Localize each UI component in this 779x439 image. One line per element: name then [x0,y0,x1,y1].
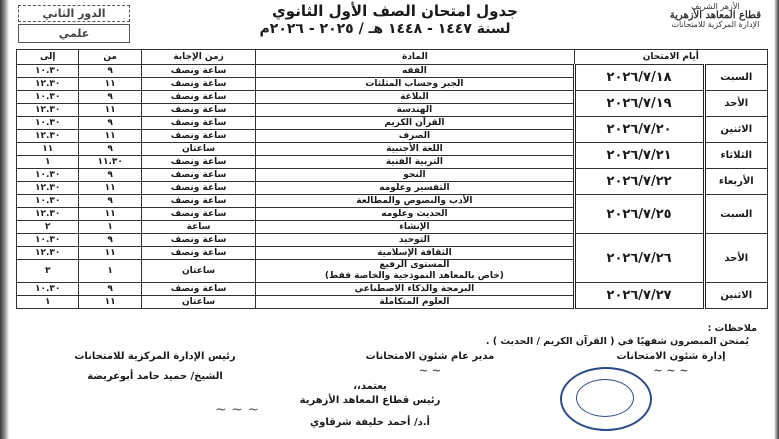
subject-cell [256,296,574,309]
duration-cell: ساعة ونصف [141,182,255,195]
col-header-days: أيام الامتحان [574,50,767,65]
day-cell: الأربعاء [704,169,767,195]
division-label-box [18,24,130,43]
date-cell: ٢٠٢٦/٧/١٩ [574,91,704,117]
to-time-cell: ٣ [17,260,79,283]
institution-line-3: الإدارة المركزية للامتحانات [671,20,760,29]
to-time-cell: ١٢.٣٠ [17,78,79,91]
subject-name: المستوى الرفيع [379,260,450,270]
from-time-cell: ١ [79,260,141,283]
subject-name: التوحيد [398,234,430,245]
table-row [17,117,768,130]
duration-cell: ساعة ونصف [141,130,255,143]
subject-name: التفسير وعلومه [379,182,450,193]
subject-cell [256,104,574,117]
col-header-subject: المادة [256,50,574,65]
subject-name: الجبر وحساب المثلثات [365,78,464,89]
from-time-cell: ٩ [79,195,141,208]
subject-cell [256,117,574,130]
table-row [17,91,768,104]
duration-cell: ساعة ونصف [141,78,255,91]
signature-sector-head [285,380,455,430]
to-time-cell: ١٠.٣٠ [17,195,79,208]
subject-cell [256,169,574,182]
subject-name: اللغة الأجنبية [386,143,443,154]
signature-title: إدارة شئون الامتحانات [616,351,726,362]
signature-title: مدير عام شئون الامتحانات [365,351,495,362]
from-time-cell: ١١ [79,182,141,195]
subject-cell [256,260,574,283]
subject-name: الفقه [401,65,427,76]
duration-cell: ساعة ونصف [141,283,255,296]
signature-name: الشيخ/ حميد حامد أبوعريضة [87,371,223,382]
subject-cell [256,78,574,91]
document-subtitle: لسنة ١٤٤٧ - ١٤٤٨ هـ / ٢٠٢٥ - ٢٠٢٦م [259,21,511,37]
to-time-cell: ١٠.٣٠ [17,117,79,130]
from-time-cell: ١١.٣٠ [79,156,141,169]
day-cell: الأحد [704,234,767,283]
subject-name: العلوم المتكاملة [379,296,450,307]
to-time-cell: ١٢.٣٠ [17,182,79,195]
duration-cell: ساعتان [141,296,255,309]
official-seal [560,367,652,431]
schedule-table [16,49,768,309]
duration-cell: ساعة ونصف [141,65,255,78]
subject-name: الحديث وعلومه [381,208,448,219]
duration-cell: ساعة ونصف [141,117,255,130]
subject-cell [256,208,574,221]
table-row [17,143,768,156]
seal-inner-ring [576,379,634,417]
duration-cell: ساعة ونصف [141,247,255,260]
subject-cell [256,195,574,208]
subject-name: النحو [403,169,426,180]
notes-line: يُمتحن المبصرون شفهيًا في ( القرآن الكريم / الحديث ) . [485,336,749,347]
day-cell: الاثنين [704,117,767,143]
duration-cell: ساعة ونصف [141,195,255,208]
signature-name: أ.د/ أحمد خليفة شرقاوي [310,417,430,428]
table-row [17,195,768,208]
duration-cell: ساعة ونصف [141,234,255,247]
notes-heading: ملاحظات : [707,323,757,334]
handwritten-signature: ~ ~ ~ [653,364,689,377]
from-time-cell: ٩ [79,143,141,156]
to-time-cell: ٢ [17,221,79,234]
from-time-cell: ١١ [79,130,141,143]
subject-cell [256,91,574,104]
from-time-cell: ٩ [79,65,141,78]
subject-cell [256,130,574,143]
date-cell: ٢٠٢٦/٧/٢٥ [574,195,704,234]
to-time-cell: ١ [17,296,79,309]
round-label: الدور الثاني [42,7,106,20]
date-cell: ٢٠٢٦/٧/٢١ [574,143,704,169]
col-header-duration: زمن الإجابة [141,50,255,65]
subject-name: الإنشاء [399,221,430,232]
to-time-cell: ١٢.٣٠ [17,104,79,117]
signature-central-head [50,350,260,384]
to-time-cell: ١٠.٣٠ [17,65,79,78]
signature-title: رئيس الإدارة المركزية للامتحانات [74,351,236,362]
duration-cell: ساعة [141,221,255,234]
from-time-cell: ١ [79,221,141,234]
subject-note: (خاص بالمعاهد النموذجية والخاصة فقط) [324,271,504,281]
round-label-box [18,5,130,22]
table-row [17,234,768,247]
col-header-from: من [79,50,141,65]
subject-name: التربية الفنية [385,156,443,167]
table-row [17,283,768,296]
handwritten-signature: ~ ~ [418,364,442,377]
date-cell: ٢٠٢٦/٧/٢٦ [574,234,704,283]
to-time-cell: ١٢.٣٠ [17,208,79,221]
date-cell: ٢٠٢٦/٧/٢٢ [574,169,704,195]
division-label: علمي [58,27,90,40]
subject-name: البرمجة والذكاء الاصطناعي [354,283,475,294]
duration-cell: ساعة ونصف [141,208,255,221]
to-time-cell: ١٢.٣٠ [17,130,79,143]
from-time-cell: ١١ [79,208,141,221]
institution-line-1: الأزهر الشريف [691,2,740,11]
table-row [17,65,768,78]
from-time-cell: ١١ [79,296,141,309]
day-cell: السبت [704,195,767,234]
from-time-cell: ٩ [79,169,141,182]
date-cell: ٢٠٢٦/٧/١٨ [574,65,704,91]
table-row [17,169,768,182]
subject-cell [256,143,574,156]
duration-cell: ساعة ونصف [141,91,255,104]
scan-edge-right [774,0,779,439]
duration-cell: ساعة ونصف [141,169,255,182]
document-title: جدول امتحان الصف الأول الثانوي [272,2,518,20]
signature-general-manager [345,350,515,378]
from-time-cell: ١١ [79,78,141,91]
subject-cell [256,221,574,234]
approved-label: يعتمد،، [353,381,387,392]
to-time-cell: ١١ [17,143,79,156]
duration-cell: ساعة ونصف [141,104,255,117]
col-header-to: إلى [17,50,79,65]
subject-cell [256,65,574,78]
subject-cell [256,234,574,247]
to-time-cell: ١٠.٣٠ [17,169,79,182]
to-time-cell: ١ [17,156,79,169]
from-time-cell: ٩ [79,283,141,296]
table-header-row [17,50,768,65]
subject-name: الثقافة الإسلامية [377,247,452,258]
date-cell: ٢٠٢٦/٧/٢٧ [574,283,704,309]
handwritten-signature: ~ ~ ~ [215,402,260,418]
subject-name: الصرف [398,130,431,141]
to-time-cell: ١٢.٣٠ [17,247,79,260]
subject-cell [256,156,574,169]
institution-header [670,2,761,29]
to-time-cell: ١٠.٣٠ [17,234,79,247]
notes-section [486,322,757,348]
subject-cell [256,283,574,296]
institution-line-2: قطاع المعاهد الأزهرية [669,10,761,21]
from-time-cell: ٩ [79,117,141,130]
from-time-cell: ١١ [79,247,141,260]
subject-name: القرآن الكريم [384,117,445,128]
subject-name: البلاغة [400,91,429,102]
schedule-body [17,65,768,309]
subject-cell [256,247,574,260]
from-time-cell: ٩ [79,91,141,104]
signature-title: رئيس قطاع المعاهد الأزهرية [299,395,441,406]
scan-edge-left [0,0,9,439]
day-cell: الأحد [704,91,767,117]
date-cell: ٢٠٢٦/٧/٢٠ [574,117,704,143]
duration-cell: ساعة ونصف [141,156,255,169]
day-cell: الاثنين [704,283,767,309]
day-cell: السبت [704,65,767,91]
duration-cell: ساعتان [141,260,255,283]
to-time-cell: ١٠.٣٠ [17,283,79,296]
subject-cell [256,182,574,195]
to-time-cell: ١٠.٣٠ [17,91,79,104]
from-time-cell: ٩ [79,234,141,247]
day-cell: الثلاثاء [704,143,767,169]
from-time-cell: ١١ [79,104,141,117]
subject-name: الأدب والنصوص والمطالعة [356,195,473,206]
subject-name: الهندسة [396,104,433,115]
duration-cell: ساعتان [141,143,255,156]
